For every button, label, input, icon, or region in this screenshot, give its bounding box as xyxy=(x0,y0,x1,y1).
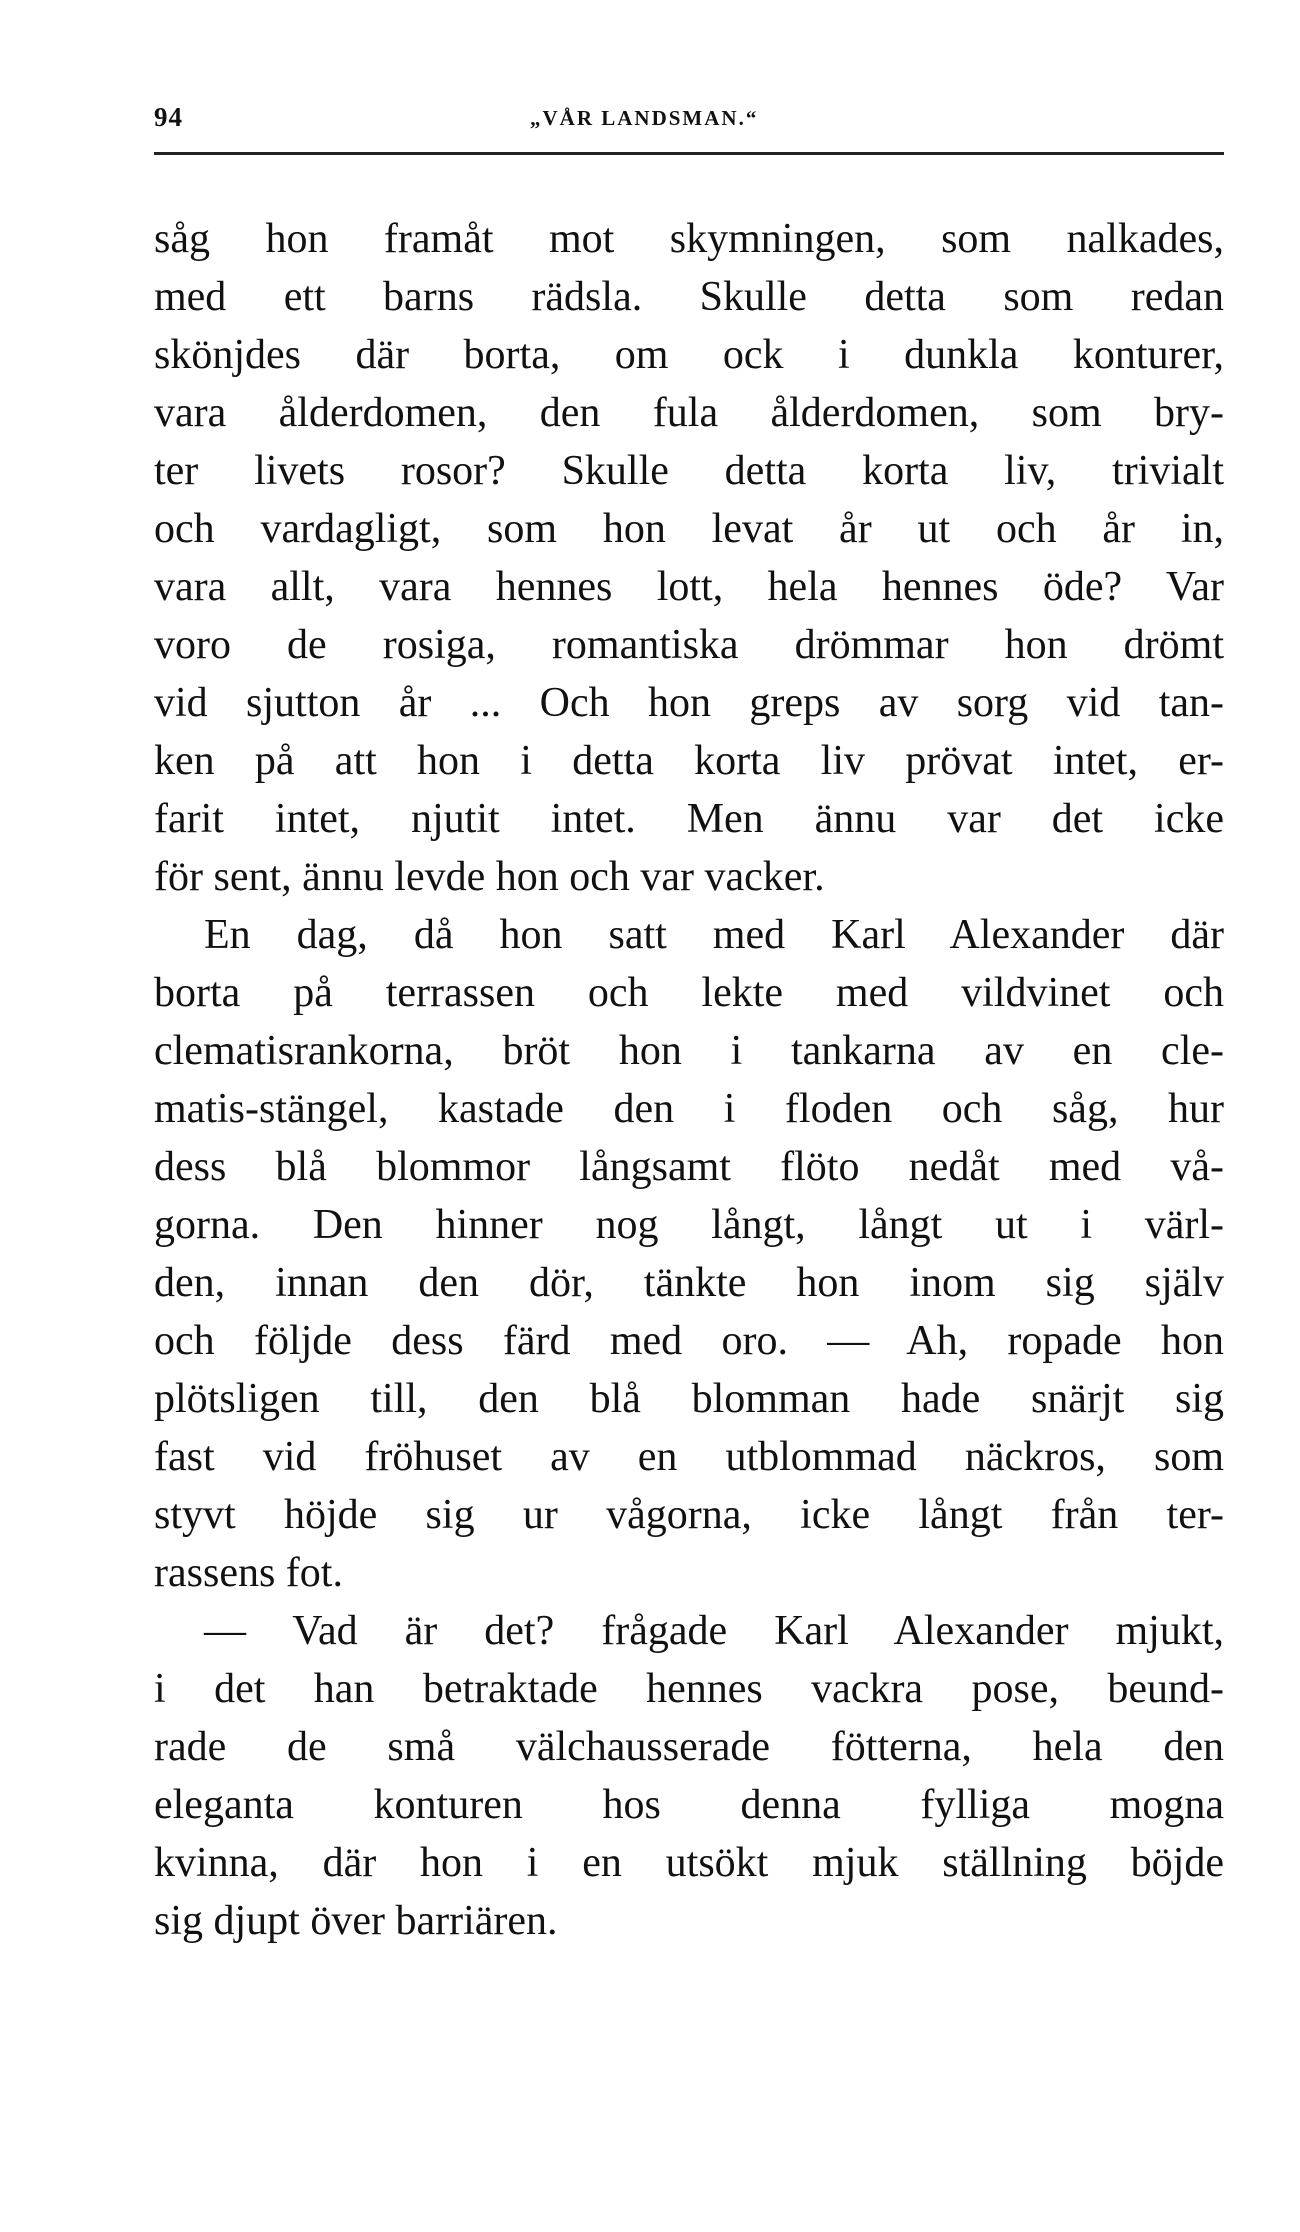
text-line: eleganta konturen hos denna fylliga mogna xyxy=(154,1782,1224,1828)
text-line: i det han betraktade hennes vackra pose, beund- xyxy=(154,1666,1224,1712)
text-line: vara ålderdomen, den fula ålderdomen, som bry- xyxy=(154,390,1224,436)
text-line: matis-stängel, kastade den i floden och såg, hur xyxy=(154,1086,1224,1132)
text-line: sig djupt över barriären. xyxy=(154,1898,558,1944)
text-line: skönjdes där borta, om ock i dunkla konturer, xyxy=(154,332,1224,378)
text-line: — Vad är det? frågade Karl Alexander mjukt, xyxy=(204,1608,1224,1654)
text-line: vid sjutton år ... Och hon greps av sorg vid tan- xyxy=(154,680,1224,726)
text-line: och vardagligt, som hon levat år ut och år in, xyxy=(154,506,1224,552)
text-line: för sent, ännu levde hon och var vacker. xyxy=(154,854,825,900)
text-line: ken på att hon i detta korta liv prövat intet, er- xyxy=(154,738,1224,784)
text-line: farit intet, njutit intet. Men ännu var det icke xyxy=(154,796,1224,842)
text-line: clematisrankorna, bröt hon i tankarna av en cle- xyxy=(154,1028,1224,1074)
text-line: rade de små välchausserade fötterna, hela den xyxy=(154,1724,1224,1770)
paragraph xyxy=(154,210,1224,906)
text-line: gorna. Den hinner nog långt, långt ut i värl- xyxy=(154,1202,1224,1248)
text-line: borta på terrassen och lekte med vildvinet och xyxy=(154,970,1224,1016)
text-line: ter livets rosor? Skulle detta korta liv, trivialt xyxy=(154,448,1224,494)
paragraph xyxy=(154,906,1224,1602)
page-number: 94 xyxy=(154,102,183,132)
body-text xyxy=(154,210,1224,1950)
running-title: „VÅR LANDSMAN.“ xyxy=(530,106,759,130)
text-line: såg hon framåt mot skymningen, som nalkades, xyxy=(154,216,1224,262)
paragraph xyxy=(154,1602,1224,1950)
text-line: plötsligen till, den blå blomman hade snärjt sig xyxy=(154,1376,1224,1422)
text-line: vara allt, vara hennes lott, hela hennes öde? Var xyxy=(154,564,1224,610)
text-line: rassens fot. xyxy=(154,1550,343,1596)
text-line: En dag, då hon satt med Karl Alexander där xyxy=(204,912,1224,958)
text-line: med ett barns rädsla. Skulle detta som redan xyxy=(154,274,1224,320)
text-line: kvinna, där hon i en utsökt mjuk ställning böjde xyxy=(154,1840,1224,1886)
text-line: fast vid fröhuset av en utblommad näckros, som xyxy=(154,1434,1224,1480)
text-line: och följde dess färd med oro. — Ah, ropade hon xyxy=(154,1318,1224,1364)
text-line: voro de rosiga, romantiska drömmar hon drömt xyxy=(154,622,1224,668)
page-header xyxy=(154,98,1224,142)
text-line: styvt höjde sig ur vågorna, icke långt från ter- xyxy=(154,1492,1224,1538)
header-rule xyxy=(154,152,1224,155)
text-line: dess blå blommor långsamt flöto nedåt med vå- xyxy=(154,1144,1224,1190)
text-line: den, innan den dör, tänkte hon inom sig själv xyxy=(154,1260,1224,1306)
